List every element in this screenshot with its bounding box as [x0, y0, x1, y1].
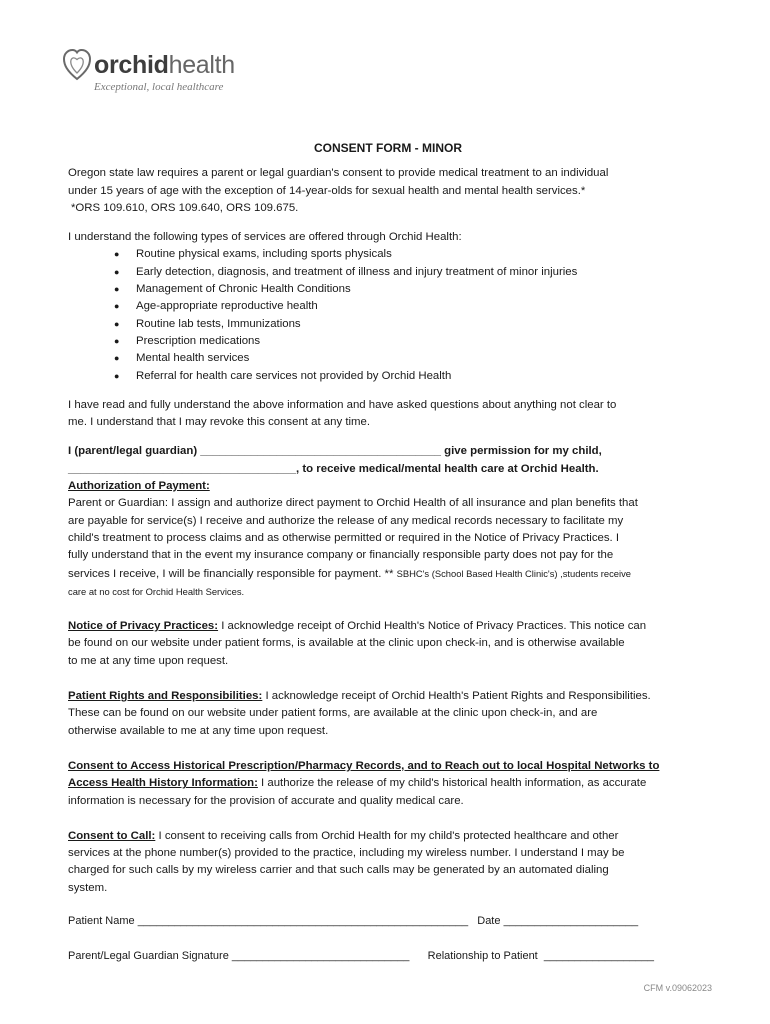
relationship-label: Relationship to Patient: [427, 950, 538, 963]
privacy-line: be found on our website under patient forms, is available at the clinic upon check-in, and is otherwise available: [68, 637, 625, 650]
privacy-text: I acknowledge receipt of Orchid Health's Notice of Privacy Practices. This notice can: [218, 620, 647, 633]
payment-heading: Authorization of Payment:: [68, 480, 210, 493]
patient-name-row: [68, 913, 708, 930]
payment-line: are payable for service(s) I receive and authorize the release of any medical records necessary to facilitate my: [68, 514, 624, 527]
patient-name-field[interactable]: ______________________________________________________: [137, 914, 469, 927]
logo-tagline: Exceptional, local healthcare: [94, 81, 224, 93]
acknowledge-line: me. I understand that I may revoke this consent at any time.: [68, 416, 371, 429]
form-version-code: CFM v.09062023: [643, 983, 712, 993]
call-heading: Consent to Call:: [68, 829, 156, 842]
child-permission-line[interactable]: ____________________________________, to receive medical/mental health care at Orchid Health.: [68, 462, 599, 475]
records-line: information is necessary for the provision of accurate and quality medical care.: [68, 794, 464, 807]
date-field[interactable]: ______________________: [503, 914, 639, 927]
call-line: charged for such calls by my wireless carrier and that such calls may be generated by an automated dialing: [68, 864, 609, 877]
patient-name-label: Patient Name: [68, 914, 135, 927]
rights-text: I acknowledge receipt of Orchid Health's Patient Rights and Responsibilities.: [262, 690, 651, 703]
service-item: ● Early detection, diagnosis, and treatment of illness and injury treatment of minor injuries: [114, 264, 708, 281]
service-item: ● Routine physical exams, including sports physicals: [114, 246, 708, 263]
service-item: ● Prescription medications: [114, 333, 708, 350]
records-text: I authorize the release of my child's historical health information, as accurate: [257, 777, 647, 790]
rights-heading: Patient Rights and Responsibilities:: [68, 690, 263, 703]
rights-paragraph: [68, 688, 708, 705]
rights-line: otherwise available to me at any time upon request.: [68, 724, 329, 737]
guardian-permission-line[interactable]: I (parent/legal guardian) ______________________________________ give permission for my child,: [68, 445, 602, 458]
service-item: ● Routine lab tests, Immunizations: [114, 316, 708, 333]
payment-text: services I receive, I will be financially responsible for payment. **: [68, 567, 394, 580]
consent-form: [68, 140, 708, 966]
call-paragraph: [68, 828, 708, 845]
payment-line: Parent or Guardian: I assign and authorize direct payment to Orchid Health of all insurance and plan benefits that: [68, 497, 638, 510]
sbhc-note: SBHC's (School Based Health Clinic's) ,students receive: [396, 567, 632, 579]
orchid-health-logo: [62, 48, 235, 93]
ors-reference: *ORS 109.610, ORS 109.640, ORS 109.675.: [71, 201, 299, 214]
rights-line: These can be found on our website under patient forms, are available at the clinic upon check-in, and are: [68, 707, 598, 720]
call-text: I consent to receiving calls from Orchid Health for my child's protected healthcare and other: [155, 829, 619, 842]
logo-wordmark: orchidhealth: [94, 51, 235, 79]
call-line: services at the phone number(s) provided to the practice, including my wireless number. I understand I may be: [68, 847, 625, 860]
records-paragraph: [68, 775, 708, 792]
form-title: CONSENT FORM - MINOR: [314, 141, 462, 155]
records-heading-cont: Access Health History Information:: [68, 777, 258, 790]
privacy-heading: Notice of Privacy Practices:: [68, 620, 219, 633]
service-item: ● Age-appropriate reproductive health: [114, 298, 708, 315]
records-heading: Consent to Access Historical Prescription/Pharmacy Records, and to Reach out to local Hospital Networks to: [68, 759, 660, 772]
date-label: Date: [477, 914, 501, 927]
relationship-field[interactable]: __________________: [543, 950, 654, 963]
privacy-paragraph: [68, 618, 708, 635]
call-line: system.: [68, 881, 108, 894]
services-intro: I understand the following types of services are offered through Orchid Health:: [68, 231, 462, 244]
privacy-line: to me at any time upon request.: [68, 654, 229, 667]
guardian-signature-field[interactable]: _____________________________: [231, 950, 410, 963]
guardian-signature-label: Parent/Legal Guardian Signature: [68, 950, 229, 963]
guardian-signature-row: [68, 948, 708, 965]
sbhc-note-cont: care at no cost for Orchid Health Services.: [68, 585, 245, 597]
orchid-heart-icon: [62, 48, 92, 82]
acknowledge-line: I have read and fully understand the above information and have asked questions about anything not clear to: [68, 398, 617, 411]
service-item: ● Mental health services: [114, 350, 708, 367]
services-list: [68, 246, 708, 384]
intro-line: under 15 years of age with the exception of 14-year-olds for sexual health and mental health services.*: [68, 184, 586, 197]
payment-line: child's treatment to process claims and as otherwise permitted or required in the Notice of Privacy Practices. I: [68, 531, 620, 544]
service-item: ● Referral for health care services not provided by Orchid Health: [114, 368, 708, 385]
payment-line: [68, 565, 708, 583]
payment-line: fully understand that in the event my insurance company or financially responsible party does not pay for the: [68, 549, 614, 562]
service-item: ● Management of Chronic Health Conditions: [114, 281, 708, 298]
intro-line: Oregon state law requires a parent or legal guardian's consent to provide medical treatment to an individual: [68, 167, 609, 180]
